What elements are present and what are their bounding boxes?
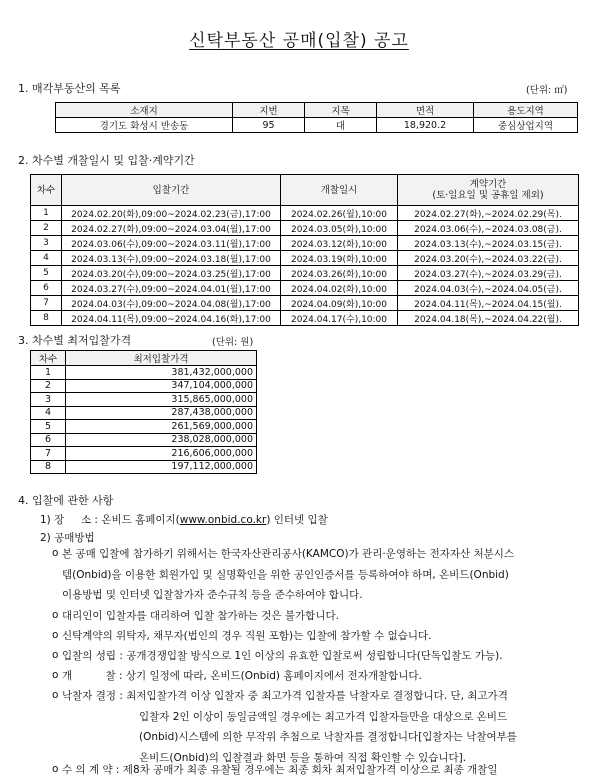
- table-row: [31, 460, 257, 474]
- table-row: [56, 118, 578, 133]
- cell: 347,104,000,000: [66, 379, 257, 393]
- col-header: 소재지: [56, 103, 233, 118]
- table-row: [31, 236, 579, 251]
- cell: 2024.04.11(목),09:00~2024.04.16(화),17:00: [62, 311, 281, 326]
- cell: 287,438,000,000: [66, 406, 257, 420]
- col-header: 개찰일시: [281, 175, 398, 206]
- cell: 2024.02.20(화),09:00~2024.02.23(금),17:00: [62, 206, 281, 221]
- col-header: 지번: [233, 103, 305, 118]
- para-line: 이용방법 및 인터넷 입찰참가자 준수규칙 등을 준수하여야 합니다.: [62, 589, 363, 601]
- bullet-icon: ο: [52, 547, 59, 559]
- bullet-icon: ο: [52, 763, 59, 775]
- para-line: 온비드(Onbid)의 입찰결과 화면 등을 통하여 직접 확인할 수 있습니다].: [139, 751, 467, 764]
- cell: 2024.03.13(수),~2024.03.15(금).: [398, 236, 579, 251]
- table-header-row: [56, 103, 578, 118]
- cell: 2024.03.27(수),~2024.03.29(금).: [398, 266, 579, 281]
- table-row: [31, 266, 579, 281]
- col-header: 지목: [305, 103, 377, 118]
- table-row: [31, 281, 579, 296]
- table-row: [31, 296, 579, 311]
- col-header: 면적: [377, 103, 474, 118]
- cell: 2024.03.06(수),~2024.03.08(금).: [398, 221, 579, 236]
- cell: 95: [233, 118, 305, 133]
- cell: 2024.02.27(화),~2024.02.29(목).: [398, 206, 579, 221]
- method-paragraph-2: 대리인이 입찰자를 대리하여 입찰 참가하는 것은 불가합니다.: [62, 610, 339, 622]
- page-title: 신탁부동산 공매(입찰) 공고: [189, 31, 409, 51]
- section3-unit: (단위: 원): [212, 337, 254, 348]
- table-row: [31, 447, 257, 461]
- cell: 2024.04.03(수),~2024.04.05(금).: [398, 281, 579, 296]
- onbid-link[interactable]: www.onbid.co.kr: [179, 514, 267, 526]
- cell: 경기도 화성시 반송동: [56, 118, 233, 133]
- table-row: [31, 420, 257, 434]
- para-line: 본 공매 입찰에 참가하기 위해서는 한국자산관리공사(KAMCO)가 관리·운영하는 전자자산 처분시스: [62, 548, 515, 560]
- cell: 6: [31, 433, 66, 447]
- cell: 2024.04.18(목),~2024.04.22(월).: [398, 311, 579, 326]
- bid-place-suffix: ) 인터넷 입찰: [266, 514, 328, 526]
- cell: 18,920.2: [377, 118, 474, 133]
- para-line: 템(Onbid)을 이용한 회원가입 및 실명확인을 위한 공인인증서를 등록하여야 하며, 온비드(Onbid): [62, 568, 509, 581]
- para-line: 입찰자 2인 이상이 동일금액일 경우에는 최고가격 입찰자들만을 대상으로 온비드: [139, 710, 508, 723]
- cell: 2024.03.12(화),10:00: [281, 236, 398, 251]
- cell: 5: [31, 266, 62, 281]
- cell: 3: [31, 393, 66, 407]
- bullet-icon: ο: [52, 629, 59, 641]
- section4-heading: 4. 입찰에 관한 사항: [18, 494, 114, 507]
- cell: 2024.04.11(목),~2024.04.15(월).: [398, 296, 579, 311]
- bullet-icon: ο: [52, 609, 59, 621]
- cell: 5: [31, 420, 66, 434]
- col-header: 차수: [31, 175, 62, 206]
- table-header-row: [31, 175, 579, 206]
- cell: 2024.04.02(화),10:00: [281, 281, 398, 296]
- cell: 2: [31, 221, 62, 236]
- cell: 7: [31, 447, 66, 461]
- method-paragraph-3: 신탁계약의 위탁자, 채무자(법인의 경우 직원 포함)는 입찰에 참가할 수 없습니다.: [62, 630, 432, 642]
- bullet-icon: ο: [52, 669, 59, 681]
- para-line: (Onbid)시스템에 의한 무작위 추첨으로 낙찰자를 결정합니다[입찰자는 낙찰여부를: [139, 731, 517, 743]
- cell: 2024.03.20(수),09:00~2024.03.25(월),17:00: [62, 266, 281, 281]
- method-paragraph-1: [62, 544, 582, 606]
- table-row: [31, 393, 257, 407]
- cell: 3: [31, 236, 62, 251]
- cell: 315,865,000,000: [66, 393, 257, 407]
- cell: 2024.03.13(수),09:00~2024.03.18(월),17:00: [62, 251, 281, 266]
- cell: 4: [31, 251, 62, 266]
- table-header-row: [31, 351, 257, 366]
- section1-heading: 1. 매각부동산의 목록: [18, 82, 121, 95]
- table-row: [31, 366, 257, 380]
- cell: 1: [31, 366, 66, 380]
- cell: 2024.02.26(월),10:00: [281, 206, 398, 221]
- schedule-table: [30, 174, 579, 326]
- cell: 2: [31, 379, 66, 393]
- section2-heading: 2. 차수별 개찰일시 및 입찰·계약기간: [18, 154, 195, 167]
- cell: 261,569,000,000: [66, 420, 257, 434]
- cell: 197,112,000,000: [66, 460, 257, 474]
- contract-header-line1: 계약기간: [469, 179, 507, 190]
- col-header: 차수: [31, 351, 66, 366]
- col-header: [398, 175, 579, 206]
- table-row: [31, 433, 257, 447]
- cell: 2024.03.19(화),10:00: [281, 251, 398, 266]
- cell: 2024.04.09(화),10:00: [281, 296, 398, 311]
- cell: 2024.03.20(수),~2024.03.22(금).: [398, 251, 579, 266]
- table-row: [31, 251, 579, 266]
- para-line: 낙찰자 결정 : 최저입찰가격 이상 입찰자 중 최고가격 입찰자를 낙찰자로 결정합니다. 단, 최고가격: [62, 690, 508, 702]
- table-row: [31, 206, 579, 221]
- table-row: [31, 379, 257, 393]
- bid-place: [40, 512, 328, 527]
- method-paragraph-4: 입찰의 성립 : 공개경쟁입찰 방식으로 1인 이상의 유효한 입찰로써 성립합니다(단독입찰도 가능).: [62, 650, 503, 662]
- cell: 2024.03.26(화),10:00: [281, 266, 398, 281]
- table-row: [31, 221, 579, 236]
- cell: 대: [305, 118, 377, 133]
- method-paragraph-7: 수 의 계 약 : 제8차 공매가 최종 유찰될 경우에는 최종 회차 최저입찰가격 이상으로 최종 개찰일: [62, 764, 498, 776]
- cell: 2024.04.03(수),09:00~2024.04.08(월),17:00: [62, 296, 281, 311]
- method-paragraph-5: 개 찰 : 상기 일정에 따라, 온비드(Onbid) 홈페이지에서 전자개찰합니다.: [62, 670, 422, 682]
- section3-heading: 3. 차수별 최저입찰가격: [18, 334, 132, 347]
- cell: 2024.04.17(수),10:00: [281, 311, 398, 326]
- table-row: [31, 311, 579, 326]
- cell: 238,028,000,000: [66, 433, 257, 447]
- cell: 2024.03.05(화),10:00: [281, 221, 398, 236]
- section1-unit: (단위: ㎡): [526, 85, 568, 96]
- min-price-table: [30, 350, 257, 474]
- bullet-icon: ο: [52, 649, 59, 661]
- cell: 8: [31, 460, 66, 474]
- cell: 6: [31, 281, 62, 296]
- col-header: 용도지역: [474, 103, 578, 118]
- cell: 중심상업지역: [474, 118, 578, 133]
- bid-method-label: 2) 공매방법: [40, 532, 95, 544]
- contract-header-line2: (토·일요일 및 공휴일 제외): [432, 190, 544, 201]
- bullet-icon: ο: [52, 689, 59, 701]
- bid-place-prefix: 1) 장 소 : 온비드 홈페이지(: [40, 514, 180, 526]
- cell: 4: [31, 406, 66, 420]
- cell: 8: [31, 311, 62, 326]
- cell: 2024.03.27(수),09:00~2024.04.01(월),17:00: [62, 281, 281, 296]
- cell: 216,606,000,000: [66, 447, 257, 461]
- cell: 7: [31, 296, 62, 311]
- col-header: 입찰기간: [62, 175, 281, 206]
- method-paragraph-6: [62, 686, 582, 768]
- property-table: [55, 102, 578, 133]
- cell: 2024.02.27(화),09:00~2024.03.04(월),17:00: [62, 221, 281, 236]
- cell: 2024.03.06(수),09:00~2024.03.11(월),17:00: [62, 236, 281, 251]
- col-header: 최저입찰가격: [66, 351, 257, 366]
- cell: 381,432,000,000: [66, 366, 257, 380]
- table-row: [31, 406, 257, 420]
- cell: 1: [31, 206, 62, 221]
